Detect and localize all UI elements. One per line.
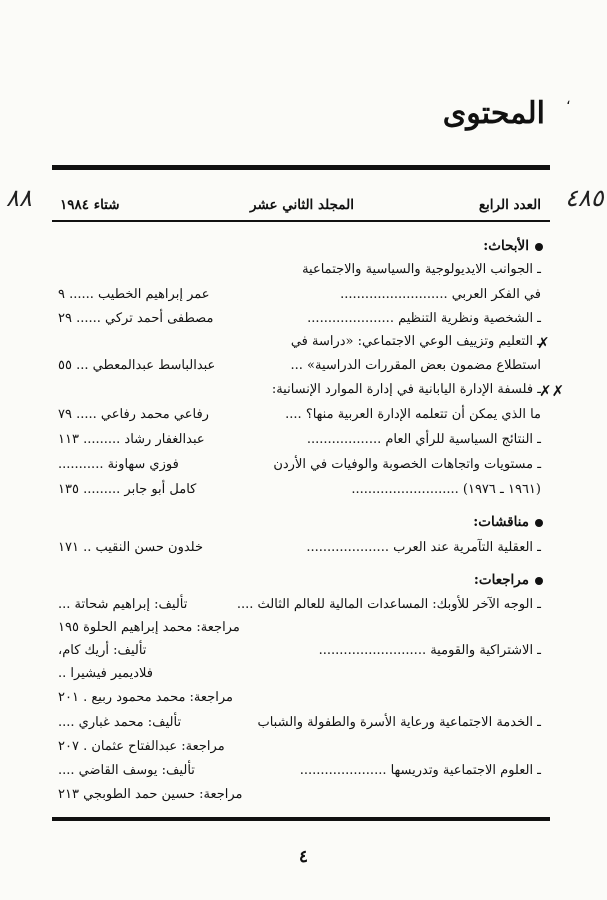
toc-entry-author: خلدون حسن النقيب .. ١٧١ bbox=[58, 540, 204, 555]
handwritten-mark: ✗✗ bbox=[539, 382, 565, 400]
toc-entry-title: ـ الاشتراكية والقومية .......................... bbox=[318, 643, 541, 658]
toc-entry-title: ـ الشخصية ونظرية التنظيم ..................... bbox=[307, 311, 541, 326]
toc-entry-author: عمر إبراهيم الخطيب ...... ٩ bbox=[58, 287, 210, 302]
season-label: شتاء ١٩٨٤ bbox=[60, 197, 120, 213]
toc-entry-author: عبدالباسط عبدالمعطي ... ٥٥ bbox=[58, 358, 216, 373]
bottom-rule bbox=[52, 817, 550, 821]
toc-entry-reviewer: مراجعة: محمد محمود ربيع . ٢٠١ bbox=[58, 690, 233, 705]
toc-entry-reviewer: مراجعة: محمد إبراهيم الحلوة ١٩٥ bbox=[58, 620, 240, 635]
toc-entry-author: فلاديمير فيشيرا .. bbox=[58, 666, 153, 681]
header-rule bbox=[52, 220, 550, 222]
toc-entry-author: فوزي سهاونة ........... bbox=[58, 457, 179, 472]
toc-entry-author: كامل أبو جابر ......... ١٣٥ bbox=[58, 482, 197, 497]
toc-entry-title: ـ الخدمة الاجتماعية ورعاية الأسرة والطفولة والشباب bbox=[257, 715, 541, 730]
handwritten-mark: ✗ bbox=[537, 334, 550, 352]
toc-entry-reviewer: مراجعة: حسين حمد الطوبجي ٢١٣ bbox=[58, 787, 243, 802]
handwritten-note-left: ٨٨ bbox=[6, 184, 32, 212]
toc-entry-author: عبدالغفار رشاد ......... ١١٣ bbox=[58, 432, 205, 447]
toc-entry-reviewer: مراجعة: عبدالفتاح عثمان . ٢٠٧ bbox=[58, 739, 225, 754]
toc-entry-author: تأليف: يوسف القاضي .... bbox=[58, 763, 195, 778]
toc-entry-title: ـ العقلية التآمرية عند العرب .................... bbox=[306, 540, 541, 555]
toc-entry-author: تأليف: محمد غباري .... bbox=[58, 715, 182, 730]
toc-entry-title: ـ العلوم الاجتماعية وتدريسها ..................... bbox=[299, 763, 541, 778]
toc-entry-author: مصطفى أحمد تركي ...... ٢٩ bbox=[58, 311, 214, 326]
bullet-icon bbox=[535, 519, 543, 527]
margin-tick: ، bbox=[566, 92, 571, 108]
toc-entry-author: تأليف: إبراهيم شحاتة ... bbox=[58, 597, 188, 612]
page-number: ٤ bbox=[298, 847, 309, 867]
toc-entry-author: تأليف: أريك كام، bbox=[58, 643, 147, 658]
toc-entry-title: في الفكر العربي .......................... bbox=[340, 287, 541, 302]
top-rule bbox=[52, 165, 550, 170]
toc-entry-title: ما الذي يمكن أن تتعلمه الإدارة العربية منها؟ .... bbox=[285, 407, 541, 422]
page-title: المحتوى bbox=[442, 96, 545, 131]
bullet-icon bbox=[535, 577, 543, 585]
toc-entry-title: ـ فلسفة الإدارة اليابانية في إدارة الموارد الإنسانية: bbox=[271, 382, 541, 397]
toc-entry-title: ـ مستويات واتجاهات الخصوبة والوفيات في الأردن bbox=[273, 457, 541, 472]
bullet-icon bbox=[535, 243, 543, 251]
section-heading-reviews: مراجعات: bbox=[474, 572, 543, 588]
toc-entry-title: ـ الجوانب الايديولوجية والسياسية والاجتماعية bbox=[302, 262, 541, 277]
toc-entry-title: (١٩٦١ ـ ١٩٧٦) .......................... bbox=[351, 482, 541, 497]
toc-entry-title: استطلاع مضمون بعض المقررات الدراسية» ... bbox=[290, 358, 541, 373]
section-heading-discussions: مناقشات: bbox=[473, 514, 543, 530]
toc-entry-title: ـ الوجه الآخر للأوبك: المساعدات المالية للعالم الثالث .... bbox=[236, 597, 541, 612]
toc-entry-title: ـ التعليم وتزييف الوعي الاجتماعي: «دراسة في bbox=[290, 334, 541, 349]
toc-entry-author: رفاعي محمد رفاعي ..... ٧٩ bbox=[58, 407, 209, 422]
volume-label: المجلد الثاني عشر bbox=[250, 197, 354, 213]
issue-label: العدد الرابع bbox=[478, 197, 541, 213]
toc-entry-title: ـ النتائج السياسية للرأي العام .................. bbox=[306, 432, 541, 447]
section-heading-research: الأبحاث: bbox=[483, 238, 543, 254]
handwritten-note-right: ٤٨٥ bbox=[565, 184, 604, 212]
